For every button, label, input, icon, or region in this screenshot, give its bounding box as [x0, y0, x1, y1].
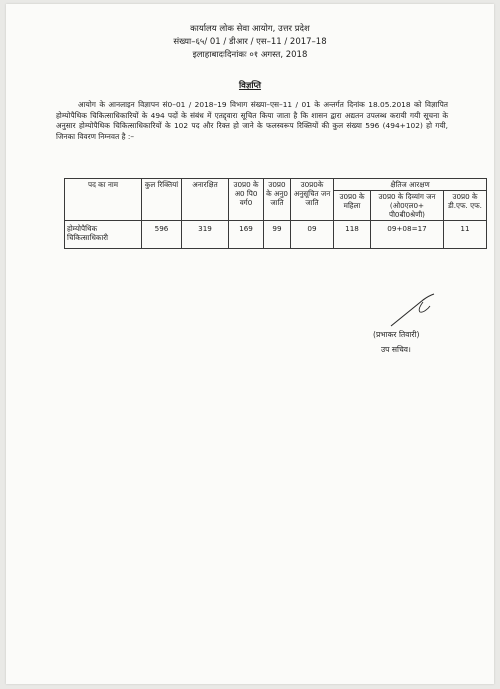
signatory-name: (प्रभाकर तिवारी) — [373, 330, 420, 339]
reference-number: संख्या–६५/ 01 / डीआर / एस–11 / 2017–18 — [173, 37, 327, 47]
header-st: उ0प्र0के अनुसूचित जन जाति — [291, 179, 334, 221]
header-total: कुल रिक्तियां — [142, 179, 182, 221]
header-women: उ0प्र0 के महिला — [334, 191, 371, 221]
place-date: इलाहाबादःदिनांकः ०१ अगस्त, 2018 — [192, 50, 308, 60]
office-name: कार्यालय लोक सेवा आयोग, उत्तर प्रदेश — [190, 24, 310, 34]
row-women: 118 — [334, 221, 371, 249]
signatory-designation: उप सचिव। — [381, 345, 411, 354]
row-dff: 11 — [444, 221, 487, 249]
header-disabled: उ0प्र0 के दिव्यांग जन (ओ0एल0+ पी0बी0श्रेणी) — [371, 191, 444, 221]
row-post-name: होम्योपैथिक चिकित्साधिकारी — [65, 221, 142, 249]
notice-title: विज्ञप्ति — [238, 81, 262, 91]
signature-mark — [387, 292, 447, 330]
header-sc: उ0प्र0 के अनु0 जाति — [264, 179, 291, 221]
header-obc: उ0प्र0 के अ0 पि0 वर्ग0 — [229, 179, 264, 221]
row-sc: 99 — [264, 221, 291, 249]
header-unreserved: अनारक्षित — [182, 179, 229, 221]
vacancy-table — [64, 178, 487, 249]
row-total: 596 — [142, 221, 182, 249]
notice-paragraph: आयोग के आनलाइन विज्ञापन सं0–01 / 2018–19 विभाग संख्या–एस–11 / 01 के अन्तर्गत दिनांक 18.05.2018 को विज्ञापित होम्योपैथिक चिकित्साधिकारियों के 494 पदों के संबंध में एतद्द्वारा सूचित किया जाता है कि शासन द्वारा अद्यतन उपलब्ध करायी गयी सूचना के अनुसार होम्योपैथिक चिकित्साधिकारियों के 102 पद और रिक्त हो जाने के फलस्वरूप रिक्तियों की कुल संख्या 596 (494+102) हो गयी, जिनका विवरण निम्नवत है :– — [56, 100, 448, 141]
row-unreserved: 319 — [182, 221, 229, 249]
row-obc: 169 — [229, 221, 264, 249]
header-post-name: पद का नाम — [65, 179, 142, 221]
header-horizontal-reservation: क्षैतिज आरक्षण — [334, 179, 487, 191]
document-page — [6, 4, 494, 684]
row-st: 09 — [291, 221, 334, 249]
header-dff: उ0प्र0 के डी.एफ. एफ. — [444, 191, 487, 221]
row-disabled: 09+08=17 — [371, 221, 444, 249]
